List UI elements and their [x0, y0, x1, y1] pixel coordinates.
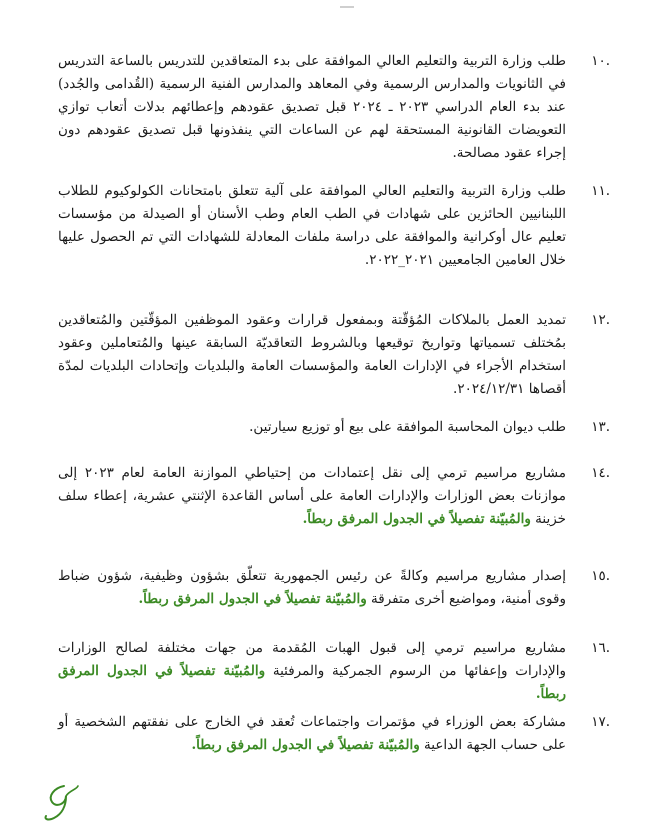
list-item-12: [58, 309, 610, 401]
list-item-14: [58, 462, 610, 531]
item-number: .١٠: [591, 53, 610, 69]
initials-signature: [36, 782, 82, 822]
item-text: إصدار مشاريع مراسيم وكالةً عن رئيس الجمهورية تتعلّق بشؤون وظيفية، شؤون ضباط وقوى أمنية، ومواضيع أخرى متفرقة والمُبيّنة تفصيلاً في الجدول المرفق ربطاً.: [58, 568, 566, 607]
list-item-10: [58, 50, 610, 165]
item-text: طلب وزارة التربية والتعليم العالي الموافقة على بدء المتعاقدين للتدريس بالساعة التدريس في الثانويات والمدارس الرسمية وفي المعاهد والمدارس الفنية الرسمية (القُدامى والجُدد) عند بدء العام الدراسي ٢٠٢٣ ـ ٢٠٢٤ قبل تصديق عقودهم وإعطائهم بدلات أتعاب توازي التعويضات القانونية المستحقة لهم عن الساعات التي ينفذونها قبل تصديق عقودهم دون إجراء عقود مصالحة.: [58, 53, 566, 161]
signature-tail: [66, 786, 78, 796]
list-item-15: [58, 565, 610, 611]
list-item-11: [58, 180, 610, 272]
highlighted-reference: والمُبيّنة تفصيلاً في الجدول المرفق ربطاً.: [58, 663, 566, 702]
item-number: .١١: [591, 183, 610, 199]
item-text: مشاريع مراسيم ترمي إلى قبول الهبات المُقدمة من جهات مختلفة لصالح الوزارات والإدارات وإعفائها من الرسوم الجمركية والمرفئية والمُبيّنة تفصيلاً في الجدول المرفق ربطاً.: [58, 640, 566, 702]
item-text: طلب ديوان المحاسبة الموافقة على بيع أو توزيع سيارتين.: [249, 419, 566, 435]
highlighted-reference: والمُبيّنة تفصيلاً في الجدول المرفق ربطاً.: [302, 511, 531, 527]
item-text: طلب وزارة التربية والتعليم العالي الموافقة على آلية تتعلق بامتحانات الكولوكيوم للطلاب اللبنانيين الحائزين على شهادات في الطب العام وطب الأسنان أو الصيدلة من مؤسسات تعليم عال أوكرانية والموافقة على دراسة ملفات المعادلة للشهادات التي تم الحصول عليها خلال العامين الجامعيين ٢٠٢١_٢٠٢٢.: [58, 183, 566, 268]
item-number: .١٢: [591, 312, 610, 328]
signature-stroke: [45, 786, 66, 819]
item-number: .١٣: [591, 419, 610, 435]
list-item-16: [58, 637, 610, 706]
item-text: مشاريع مراسيم ترمي إلى نقل إعتمادات من إحتياطي الموازنة العامة لعام ٢٠٢٣ إلى موازنات بعض الوزارات والإدارات العامة على أساس القاعدة الإثنتي عشرية، إعطاء سلف خزينة والمُبيّنة تفصيلاً في الجدول المرفق ربطاً.: [58, 465, 566, 527]
item-number: .١٥: [591, 568, 610, 584]
item-number: .١٤: [591, 465, 610, 481]
list-item-13: [58, 416, 610, 439]
item-number: .١٦: [591, 640, 610, 656]
page-top-mark: [340, 6, 354, 8]
highlighted-reference: والمُبيّنة تفصيلاً في الجدول المرفق ربطاً.: [138, 591, 367, 607]
item-text: مشاركة بعض الوزراء في مؤتمرات واجتماعات تُعقد في الخارج على نفقتهم الشخصية أو على حساب الجهة الداعية والمُبيّنة تفصيلاً في الجدول المرفق ربطاً.: [58, 714, 566, 753]
list-item-17: [58, 711, 610, 757]
highlighted-reference: والمُبيّنة تفصيلاً في الجدول المرفق ربطاً.: [191, 737, 420, 753]
item-text: تمديد العمل بالملاكات المُؤقّتة وبمفعول قرارات وعقود الموظفين المؤقّتين والمُتعاقدين بمُختلف تسمياتها وتواريخ توقيعها وبالشروط التعاقديّة السابقة عينها والمُتعاملين وعقود استخدام الأجراء في الإدارات العامة والمؤسسات العامة والبلديات وإتحادات البلديات لمدّة أقصاها ٢٠٢٤/١٢/٣١.: [58, 312, 566, 397]
item-number: .١٧: [591, 714, 610, 730]
